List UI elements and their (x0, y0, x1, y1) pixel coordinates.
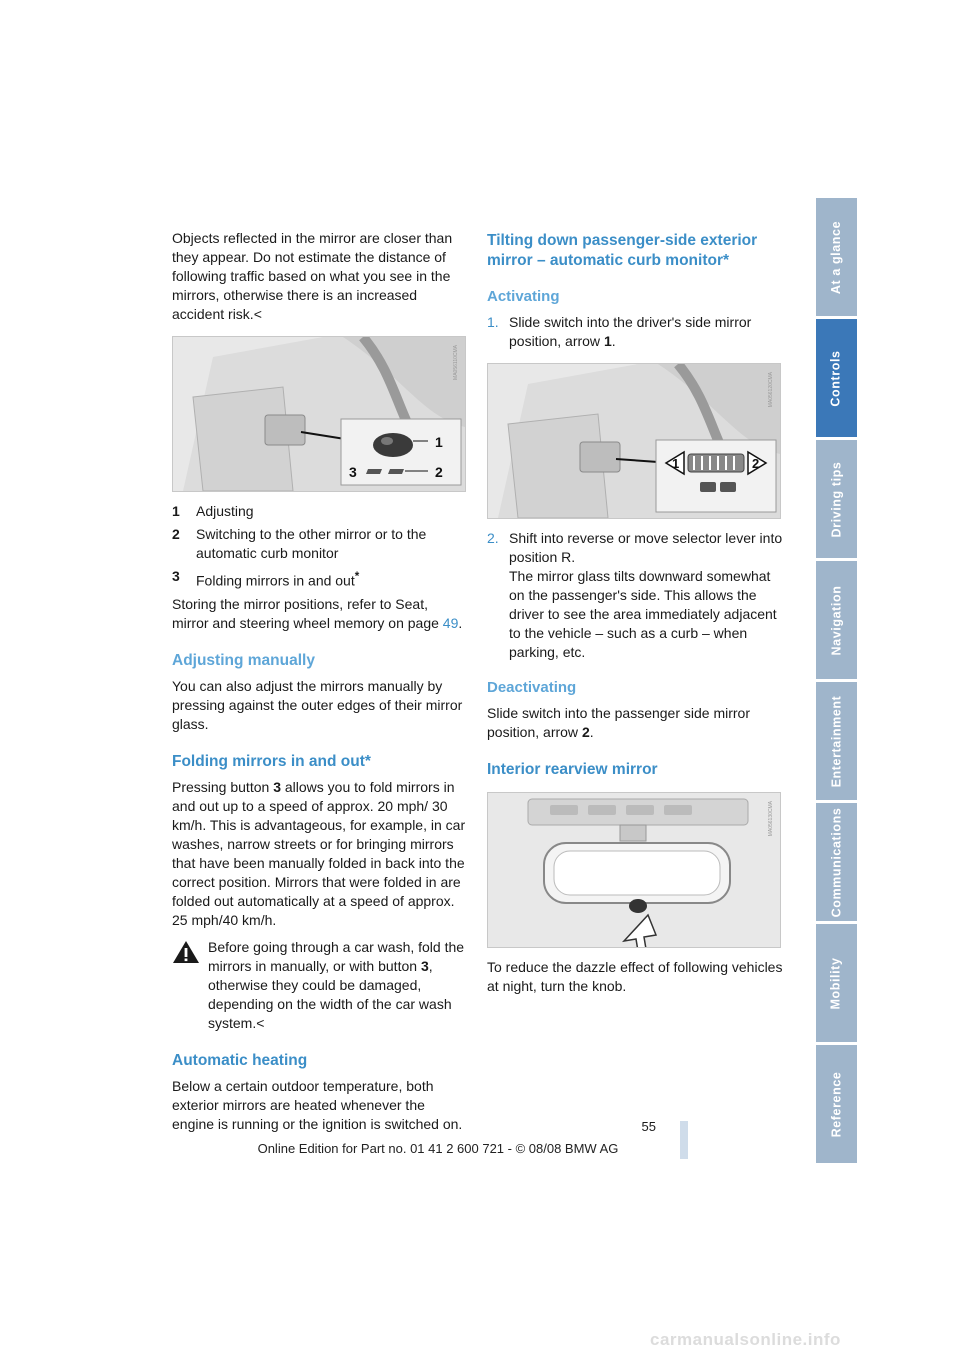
tab-driving-tips[interactable]: Driving tips (816, 440, 857, 558)
page-bar (680, 1121, 688, 1159)
callout-1: 1 (435, 434, 443, 450)
interior-paragraph: To reduce the dazzle effect of following vehicles at night, turn the knob. (487, 959, 783, 994)
callout-2: 2 (752, 456, 760, 471)
mirror-switch-illustration (173, 337, 465, 491)
deactivating-paragraph: Slide switch into the passenger side mirror position, arrow 2. (487, 705, 751, 740)
tab-navigation[interactable]: Navigation (816, 561, 857, 679)
section-tabs (816, 198, 857, 1166)
end-mark: < (253, 306, 262, 322)
left-column (172, 229, 468, 1140)
page-link[interactable]: 49 (442, 614, 459, 631)
figure-code: MA056120CMA (768, 372, 774, 408)
figure-code: MA056110CMA (453, 345, 459, 380)
heating-paragraph: Below a certain outdoor temperature, both exterior mirrors are heated whenever the engine is running or the ignition is switched on. (172, 1077, 463, 1132)
optional-equipment-star: * (354, 570, 360, 583)
curb-monitor-illustration (488, 364, 780, 518)
interior-mirror-figure (487, 792, 781, 948)
page-number: 55 (641, 1119, 656, 1134)
callout-3: 3 (349, 464, 357, 480)
heading-tilting-mirror: Tilting down passenger-side exterior mirror – automatic curb monitor* (487, 232, 758, 269)
tab-entertainment[interactable]: Entertainment (816, 682, 857, 800)
adjusting-paragraph: You can also adjust the mirrors manually by pressing against the outer edges of their mirror glass. (172, 677, 463, 732)
legend-item: 2 Switching to the other mirror or to the automatic curb monitor (172, 526, 427, 561)
intro-paragraph: Objects reflected in the mirror are closer than they appear. Do not estimate the distance of following traffic based on what you see in the mirrors, otherwise there is an increased accident risk.< (172, 230, 453, 322)
tab-reference[interactable]: Reference (816, 1045, 857, 1163)
folding-paragraph: Pressing button 3 allows you to fold mirrors in and out up to a speed of approx. 20 mph/ 30 km/h. This is advantageous, for example, in car washes, narrow streets or for bringing mirrors that have been manually folded in back into the correct position. Mirrors that were folded in are folded out automatically at a speed of approx. 25 mph/40 km/h. (172, 778, 466, 928)
footer-edition: Online Edition for Part no. 01 41 2 600 721 - © 08/08 BMW AG (257, 1141, 619, 1156)
tab-communications[interactable]: Communications (816, 803, 857, 921)
heading-deactivating: Deactivating (487, 679, 577, 696)
legend-item: 3 Folding mirrors in and out* (172, 568, 360, 589)
heading-adjusting-manually: Adjusting manually (172, 651, 315, 669)
figure-code: MA056130CMA (768, 801, 774, 837)
interior-mirror-illustration (488, 793, 780, 947)
tab-at-a-glance[interactable]: At a glance (816, 198, 857, 316)
heading-activating: Activating (487, 288, 560, 305)
heading-folding-mirrors: Folding mirrors in and out* (172, 752, 371, 770)
step-1: 1. Slide switch into the driver's side mirror position, arrow 1. (487, 314, 752, 349)
end-mark: < (256, 1014, 265, 1031)
legend-item: 1 Adjusting (172, 503, 254, 519)
tab-mobility[interactable]: Mobility (816, 924, 857, 1042)
curb-monitor-figure (487, 363, 781, 519)
right-column (487, 229, 787, 1002)
warning-note: Before going through a car wash, fold the mirrors in manually, or with button 3, otherwise they could be damaged, depending on the width of the car wash system.< (172, 938, 468, 1033)
warning-triangle-icon (172, 940, 200, 964)
callout-1: 1 (672, 456, 680, 471)
step-2: 2. Shift into reverse or move selector lever into position R. The mirror glass tilts downward somewhat on the passenger's side. This allows the driver to see the area immediately adjacent to the vehicle – such as a curb – when parking, etc. (487, 530, 783, 660)
heading-interior-mirror: Interior rearview mirror (487, 761, 658, 778)
tab-controls[interactable]: Controls (816, 319, 857, 437)
heading-automatic-heating: Automatic heating (172, 1051, 308, 1069)
callout-2: 2 (435, 464, 443, 480)
watermark: carmanualsonline.info (650, 1330, 841, 1349)
mirror-switch-figure (172, 336, 466, 492)
storing-paragraph: Storing the mirror positions, refer to Seat, mirror and steering wheel memory on page 49. (172, 595, 463, 631)
